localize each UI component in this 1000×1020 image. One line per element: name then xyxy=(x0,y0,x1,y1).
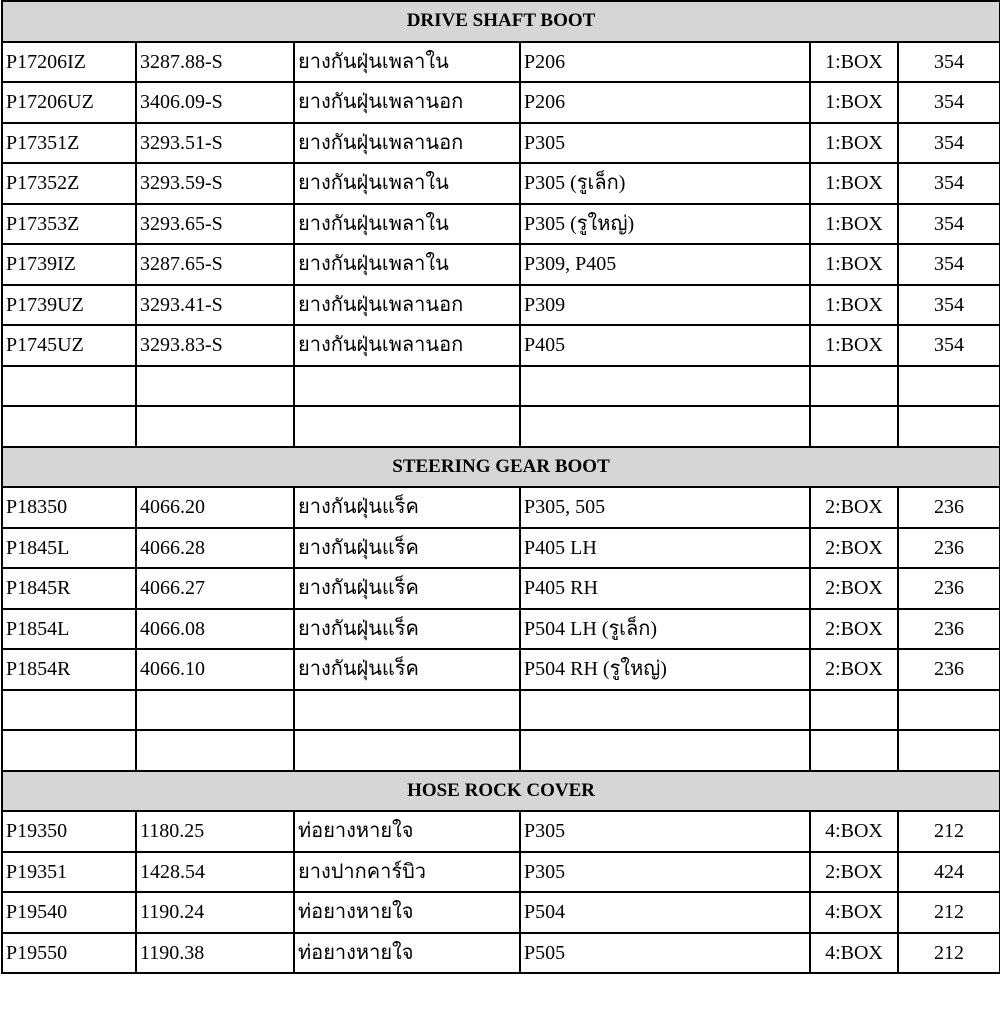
reference-number-cell: 4066.28 xyxy=(136,528,294,569)
vehicle-model-cell xyxy=(520,406,810,447)
vehicle-model-cell xyxy=(520,730,810,771)
pack-quantity-cell: 1:BOX xyxy=(810,42,898,83)
description-cell xyxy=(294,406,520,447)
reference-number-cell: 3293.59-S xyxy=(136,163,294,204)
description-cell xyxy=(294,366,520,407)
price-cell: 354 xyxy=(898,244,1000,285)
reference-number-cell: 4066.10 xyxy=(136,649,294,690)
pack-quantity-cell: 1:BOX xyxy=(810,285,898,326)
table-row xyxy=(2,487,1000,528)
reference-number-cell: 1180.25 xyxy=(136,811,294,852)
reference-number-cell: 3406.09-S xyxy=(136,82,294,123)
description-cell: ยางกันฝุ่นเพลาใน xyxy=(294,204,520,245)
pack-quantity-cell xyxy=(810,406,898,447)
reference-number-cell: 1428.54 xyxy=(136,852,294,893)
price-cell: 424 xyxy=(898,852,1000,893)
pack-quantity-cell: 4:BOX xyxy=(810,933,898,974)
table-row xyxy=(2,163,1000,204)
pack-quantity-cell: 1:BOX xyxy=(810,163,898,204)
price-cell: 354 xyxy=(898,82,1000,123)
price-cell: 354 xyxy=(898,42,1000,83)
table-row xyxy=(2,690,1000,731)
table-row xyxy=(2,123,1000,164)
price-cell xyxy=(898,730,1000,771)
description-cell: ยางกันฝุ่นเพลาใน xyxy=(294,163,520,204)
price-cell: 354 xyxy=(898,163,1000,204)
pack-quantity-cell xyxy=(810,730,898,771)
table-row xyxy=(2,285,1000,326)
part-code-cell: P17352Z xyxy=(2,163,136,204)
description-cell xyxy=(294,690,520,731)
pack-quantity-cell: 2:BOX xyxy=(810,487,898,528)
parts-table-body xyxy=(2,1,1000,973)
table-row xyxy=(2,568,1000,609)
price-cell xyxy=(898,406,1000,447)
vehicle-model-cell: P504 xyxy=(520,892,810,933)
price-cell: 236 xyxy=(898,568,1000,609)
price-cell: 212 xyxy=(898,933,1000,974)
pack-quantity-cell: 2:BOX xyxy=(810,852,898,893)
description-cell: ยางกันฝุ่นแร็ค xyxy=(294,487,520,528)
pack-quantity-cell: 2:BOX xyxy=(810,528,898,569)
part-code-cell: P1845R xyxy=(2,568,136,609)
section-header-row xyxy=(2,1,1000,42)
reference-number-cell: 3293.83-S xyxy=(136,325,294,366)
part-code-cell: P19550 xyxy=(2,933,136,974)
part-code-cell xyxy=(2,730,136,771)
table-row xyxy=(2,244,1000,285)
vehicle-model-cell: P405 LH xyxy=(520,528,810,569)
vehicle-model-cell: P305 xyxy=(520,123,810,164)
pack-quantity-cell: 2:BOX xyxy=(810,568,898,609)
description-cell: ยางกันฝุ่นแร็ค xyxy=(294,649,520,690)
table-row xyxy=(2,528,1000,569)
table-row xyxy=(2,406,1000,447)
reference-number-cell: 3287.65-S xyxy=(136,244,294,285)
part-code-cell xyxy=(2,690,136,731)
part-code-cell: P17353Z xyxy=(2,204,136,245)
vehicle-model-cell xyxy=(520,690,810,731)
table-row xyxy=(2,730,1000,771)
table-row xyxy=(2,649,1000,690)
part-code-cell: P17206IZ xyxy=(2,42,136,83)
table-row xyxy=(2,42,1000,83)
reference-number-cell xyxy=(136,730,294,771)
price-cell: 212 xyxy=(898,811,1000,852)
vehicle-model-cell xyxy=(520,366,810,407)
pack-quantity-cell: 1:BOX xyxy=(810,123,898,164)
pack-quantity-cell: 1:BOX xyxy=(810,325,898,366)
description-cell: ท่อยางหายใจ xyxy=(294,811,520,852)
description-cell: ยางกันฝุ่นแร็ค xyxy=(294,528,520,569)
vehicle-model-cell: P305 (รูใหญ่) xyxy=(520,204,810,245)
part-code-cell: P19351 xyxy=(2,852,136,893)
section-header-row xyxy=(2,447,1000,488)
table-row xyxy=(2,852,1000,893)
table-row xyxy=(2,609,1000,650)
description-cell xyxy=(294,730,520,771)
description-cell: ยางกันฝุ่นเพลานอก xyxy=(294,285,520,326)
vehicle-model-cell: P305 xyxy=(520,811,810,852)
pack-quantity-cell: 2:BOX xyxy=(810,649,898,690)
price-cell: 354 xyxy=(898,325,1000,366)
table-row xyxy=(2,82,1000,123)
part-code-cell: P1745UZ xyxy=(2,325,136,366)
reference-number-cell: 1190.24 xyxy=(136,892,294,933)
price-cell xyxy=(898,366,1000,407)
description-cell: ยางกันฝุ่นเพลานอก xyxy=(294,82,520,123)
pack-quantity-cell: 4:BOX xyxy=(810,892,898,933)
table-row xyxy=(2,204,1000,245)
table-row xyxy=(2,892,1000,933)
reference-number-cell: 3293.65-S xyxy=(136,204,294,245)
section-title: HOSE ROCK COVER xyxy=(2,771,1000,812)
section-title: DRIVE SHAFT BOOT xyxy=(2,1,1000,42)
table-row xyxy=(2,366,1000,407)
vehicle-model-cell: P305 (รูเล็ก) xyxy=(520,163,810,204)
price-cell: 354 xyxy=(898,285,1000,326)
pack-quantity-cell: 1:BOX xyxy=(810,244,898,285)
price-cell: 354 xyxy=(898,123,1000,164)
vehicle-model-cell: P309, P405 xyxy=(520,244,810,285)
description-cell: ยางกันฝุ่นเพลาใน xyxy=(294,244,520,285)
description-cell: ยางกันฝุ่นแร็ค xyxy=(294,568,520,609)
part-code-cell: P1739UZ xyxy=(2,285,136,326)
part-code-cell xyxy=(2,406,136,447)
part-code-cell: P19350 xyxy=(2,811,136,852)
pack-quantity-cell: 2:BOX xyxy=(810,609,898,650)
price-cell: 236 xyxy=(898,528,1000,569)
price-cell: 236 xyxy=(898,487,1000,528)
reference-number-cell xyxy=(136,406,294,447)
pack-quantity-cell: 1:BOX xyxy=(810,82,898,123)
part-code-cell: P1845L xyxy=(2,528,136,569)
part-code-cell: P19540 xyxy=(2,892,136,933)
description-cell: ยางกันฝุ่นเพลาใน xyxy=(294,42,520,83)
section-title: STEERING GEAR BOOT xyxy=(2,447,1000,488)
reference-number-cell: 3293.41-S xyxy=(136,285,294,326)
price-cell xyxy=(898,690,1000,731)
pack-quantity-cell: 4:BOX xyxy=(810,811,898,852)
reference-number-cell: 1190.38 xyxy=(136,933,294,974)
table-row xyxy=(2,811,1000,852)
reference-number-cell: 4066.08 xyxy=(136,609,294,650)
table-row xyxy=(2,933,1000,974)
part-code-cell: P1854R xyxy=(2,649,136,690)
description-cell: ท่อยางหายใจ xyxy=(294,892,520,933)
vehicle-model-cell: P305 xyxy=(520,852,810,893)
price-cell: 236 xyxy=(898,609,1000,650)
parts-price-sheet xyxy=(1,0,999,974)
pack-quantity-cell xyxy=(810,690,898,731)
vehicle-model-cell: P504 LH (รูเล็ก) xyxy=(520,609,810,650)
description-cell: ยางกันฝุ่นเพลานอก xyxy=(294,325,520,366)
part-code-cell: P17206UZ xyxy=(2,82,136,123)
description-cell: ยางปากคาร์บิว xyxy=(294,852,520,893)
part-code-cell: P17351Z xyxy=(2,123,136,164)
table-row xyxy=(2,325,1000,366)
vehicle-model-cell: P206 xyxy=(520,42,810,83)
reference-number-cell: 3287.88-S xyxy=(136,42,294,83)
price-cell: 212 xyxy=(898,892,1000,933)
section-header-row xyxy=(2,771,1000,812)
description-cell: ท่อยางหายใจ xyxy=(294,933,520,974)
reference-number-cell: 3293.51-S xyxy=(136,123,294,164)
reference-number-cell: 4066.27 xyxy=(136,568,294,609)
pack-quantity-cell xyxy=(810,366,898,407)
part-code-cell xyxy=(2,366,136,407)
description-cell: ยางกันฝุ่นเพลานอก xyxy=(294,123,520,164)
parts-table xyxy=(1,0,1000,974)
vehicle-model-cell: P309 xyxy=(520,285,810,326)
part-code-cell: P1739IZ xyxy=(2,244,136,285)
reference-number-cell xyxy=(136,690,294,731)
vehicle-model-cell: P405 xyxy=(520,325,810,366)
vehicle-model-cell: P505 xyxy=(520,933,810,974)
reference-number-cell: 4066.20 xyxy=(136,487,294,528)
description-cell: ยางกันฝุ่นแร็ค xyxy=(294,609,520,650)
reference-number-cell xyxy=(136,366,294,407)
vehicle-model-cell: P405 RH xyxy=(520,568,810,609)
pack-quantity-cell: 1:BOX xyxy=(810,204,898,245)
price-cell: 354 xyxy=(898,204,1000,245)
vehicle-model-cell: P305, 505 xyxy=(520,487,810,528)
vehicle-model-cell: P206 xyxy=(520,82,810,123)
price-cell: 236 xyxy=(898,649,1000,690)
part-code-cell: P1854L xyxy=(2,609,136,650)
vehicle-model-cell: P504 RH (รูใหญ่) xyxy=(520,649,810,690)
part-code-cell: P18350 xyxy=(2,487,136,528)
